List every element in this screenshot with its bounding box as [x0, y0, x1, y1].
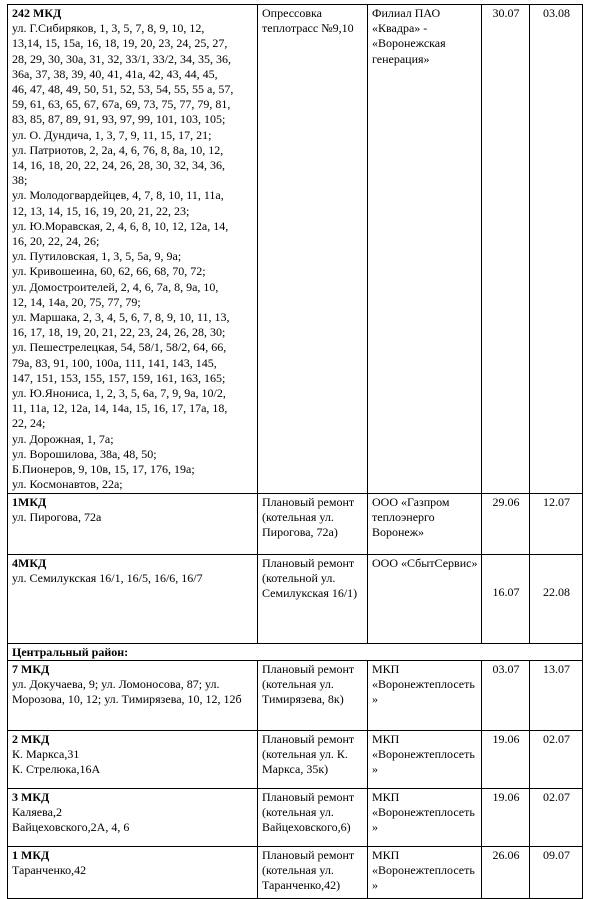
- address-cell: [8, 5, 258, 494]
- start-date-cell: 29.06: [482, 493, 530, 554]
- address-line: ул. Молодогвардейцев, 4, 7, 8, 10, 11, 11а,: [12, 188, 224, 203]
- address-line: ул. Домостроителей, 2, 4, 6, 7а, 8, 9а, 10,: [12, 279, 219, 294]
- work-type-cell: Плановый ремонт (котельная ул. Тимирязева, 8к): [258, 660, 368, 730]
- organization-cell: МКП «Воронежтеплосеть»: [368, 846, 482, 898]
- building-count: 2 МКД: [12, 731, 50, 746]
- building-count: 7 МКД: [12, 661, 50, 676]
- start-date-cell: 19.06: [482, 730, 530, 788]
- address-line: ул. Ю.Моравская, 2, 4, 6, 8, 10, 12, 12а, 14,: [12, 218, 229, 233]
- address-line: 147, 151, 153, 155, 157, 159, 161, 163, 165;: [12, 370, 226, 385]
- address-line: ул. Семилукская 16/1, 16/5, 16/6, 16/7: [12, 570, 203, 585]
- address-line: 11, 11а, 12, 12а, 14, 14а, 15, 16, 17, 17а, 18,: [12, 401, 228, 416]
- address-line: ул. Пирогова, 72а: [12, 509, 102, 524]
- organization-cell: МКП «Воронежтеплосеть»: [368, 730, 482, 788]
- address-line: ул. Пешестрелецкая, 54, 58/1, 58/2, 64, 66,: [12, 340, 227, 355]
- table-row: [8, 5, 583, 494]
- work-type-cell: Плановый ремонт (котельная ул. Таранченко,42): [258, 846, 368, 898]
- address-cell: [8, 660, 258, 730]
- organization-cell: Филиал ПАО «Квадра» - «Воронежская генерация»: [368, 5, 482, 494]
- end-date-cell: 03.08: [530, 5, 583, 494]
- start-date-cell: 30.07: [482, 5, 530, 494]
- address-line: 36а, 37, 38, 39, 40, 41, 41а, 42, 43, 44, 45,: [12, 66, 218, 81]
- building-count: 1 МКД: [12, 847, 50, 862]
- address-line: ул. Дорожная, 1, 7а;: [12, 431, 114, 446]
- work-type-cell: Плановый ремонт (котельная ул. Пирогова, 72а): [258, 493, 368, 554]
- address-line: ул. Космонавтов, 22а;: [12, 477, 123, 492]
- address-line: ул. Маршака, 2, 3, 4, 5, 6, 7, 8, 9, 10, 11, 13,: [12, 310, 230, 325]
- table-row: [8, 493, 583, 554]
- address-line: Каляева,2: [12, 804, 62, 819]
- end-date-cell: 12.07: [530, 493, 583, 554]
- address-line: ул. Патриотов, 2, 2а, 4, 6, 76, 8, 8а, 10, 12,: [12, 142, 224, 157]
- end-date-cell: 02.07: [530, 730, 583, 788]
- table-body: [8, 5, 583, 899]
- address-line: Вайцеховского,2А, 4, 6: [12, 820, 130, 835]
- address-cell: [8, 730, 258, 788]
- start-date-cell: 03.07: [482, 660, 530, 730]
- address-line: 12, 14, 14а, 20, 75, 77, 79;: [12, 294, 141, 309]
- table-row: [8, 788, 583, 846]
- table-row: [8, 554, 583, 643]
- address-line: 38;: [12, 173, 28, 188]
- start-date-cell: 16.07: [482, 554, 530, 643]
- organization-cell: МКП «Воронежтеплосеть»: [368, 660, 482, 730]
- outage-schedule-table: [7, 4, 583, 899]
- work-type-cell: Опрессовка теплотрасс №9,10: [258, 5, 368, 494]
- end-date-cell: 09.07: [530, 846, 583, 898]
- address-line: 16, 17, 18, 19, 20, 21, 22, 23, 24, 26, 28, 30;: [12, 325, 226, 340]
- organization-cell: ООО «Газпром теплоэнерго Воронеж»: [368, 493, 482, 554]
- address-line: К. Стрелюка,16А: [12, 762, 101, 777]
- address-line: ул. О. Дундича, 1, 3, 7, 9, 11, 15, 17, 21;: [12, 127, 212, 142]
- address-line: 22, 24;: [12, 416, 46, 431]
- address-line: ул. Ю.Янониса, 1, 2, 3, 5, 6а, 7, 9, 9а, 10/2,: [12, 386, 226, 401]
- end-date-cell: 02.07: [530, 788, 583, 846]
- address-cell: [8, 846, 258, 898]
- table-row: [8, 846, 583, 898]
- address-line: ул. Докучаева, 9; ул. Ломоносова, 87; ул. Морозова, 10, 12; ул. Тимирязева, 10, 12, 12б: [12, 676, 242, 707]
- region-row: [8, 643, 583, 660]
- table-row: [8, 660, 583, 730]
- building-count: 242 МКД: [12, 6, 62, 20]
- address-line: 83, 85, 87, 89, 91, 93, 97, 99, 101, 103, 105;: [12, 112, 226, 127]
- address-line: 13,14, 15, 15а, 16, 18, 19, 20, 23, 24, 25, 27,: [12, 36, 228, 51]
- organization-cell: МКП «Воронежтеплосеть»: [368, 788, 482, 846]
- address-line: К. Маркса,31: [12, 746, 80, 761]
- address-line: ул. Кривошеина, 60, 62, 66, 68, 70, 72;: [12, 264, 206, 279]
- start-date-cell: 26.06: [482, 846, 530, 898]
- end-date-cell: 13.07: [530, 660, 583, 730]
- address-line: ул. Г.Сибиряков, 1, 3, 5, 7, 8, 9, 10, 12,: [12, 21, 205, 36]
- work-type-cell: Плановый ремонт (котельной ул. Семилукская 16/1): [258, 554, 368, 643]
- address-line: 46, 47, 48, 49, 50, 51, 52, 53, 54, 55, 55 а, 57,: [12, 82, 234, 97]
- address-line: Таранченко,42: [12, 862, 87, 877]
- address-line: 59, 61, 63, 65, 67, 67а, 69, 73, 75, 77, 79, 81,: [12, 97, 231, 112]
- work-type-cell: Плановый ремонт (котельная ул. Вайцеховского,6): [258, 788, 368, 846]
- region-heading: Центральный район:: [8, 643, 583, 660]
- address-cell: [8, 788, 258, 846]
- address-cell: [8, 493, 258, 554]
- organization-cell: ООО «СбытСервис»: [368, 554, 482, 643]
- building-count: 1МКД: [12, 494, 47, 509]
- address-line: 14, 16, 18, 20, 22, 24, 26, 28, 30, 32, 34, 36,: [12, 158, 225, 173]
- work-type-cell: Плановый ремонт (котельная ул. К. Маркса, 35к): [258, 730, 368, 788]
- building-count: 4МКД: [12, 555, 47, 570]
- start-date-cell: 19.06: [482, 788, 530, 846]
- building-count: 3 МКД: [12, 789, 50, 804]
- address-line: 28, 29, 30, 30а, 31, 32, 33/1, 33/2, 34, 35, 36,: [12, 51, 231, 66]
- address-cell: [8, 554, 258, 643]
- address-line: ул. Путиловская, 1, 3, 5, 5а, 9, 9а;: [12, 249, 182, 264]
- table-row: [8, 730, 583, 788]
- address-line: ул. Ворошилова, 38а, 48, 50;: [12, 446, 157, 461]
- address-line: 12, 13, 14, 15, 16, 19, 20, 21, 22, 23;: [12, 203, 190, 218]
- address-line: 16, 20, 22, 24, 26;: [12, 234, 100, 249]
- address-line: 79а, 83, 91, 100, 100а, 111, 141, 143, 145,: [12, 355, 217, 370]
- address-line: Б.Пионеров, 9, 10в, 15, 17, 176, 19а;: [12, 462, 195, 477]
- end-date-cell: 22.08: [530, 554, 583, 643]
